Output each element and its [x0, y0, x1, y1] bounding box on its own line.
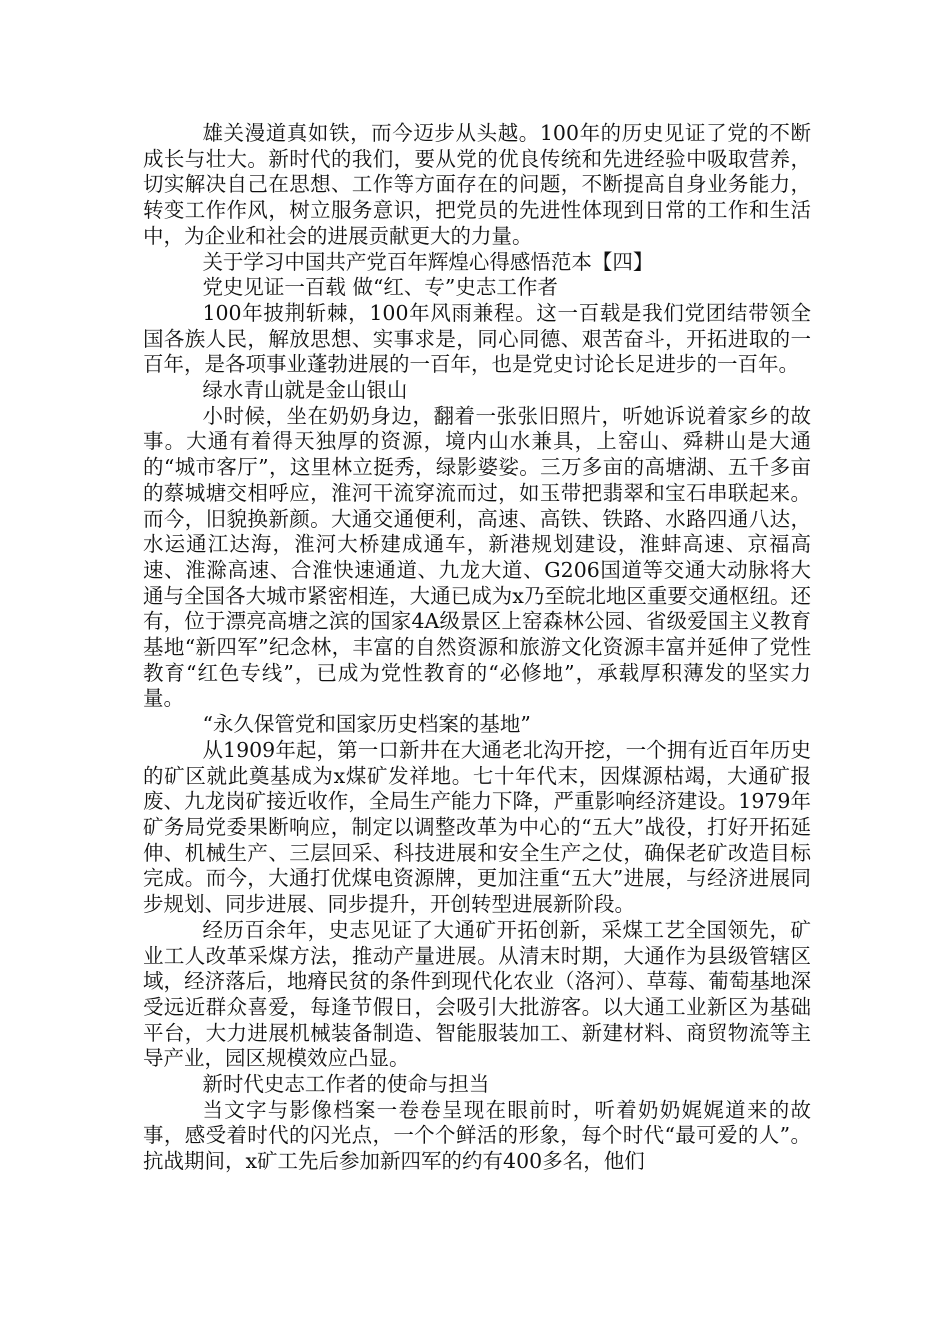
paragraph-1: 雄关漫道真如铁，而今迈步从头越。100年的历史见证了党的不断成长与壮大。新时代的我们，要从党的优良传统和先进经验中吸取营养，切实解决自己在思想、工作等方面存在的问题，不断提高自身业务能力，转变工作作风，树立服务意识，把党员的先进性体现到日常的工作和生活中，为企业和社会的进展贡献更大的力量。 — [143, 121, 811, 248]
paragraph-3: 小时候，坐在奶奶身边，翻着一张张旧照片，听她诉说着家乡的故事。大通有着得天独厚的资源，境内山水兼具，上窑山、舜耕山是大通的“城市客厅”，这里林立挺秀，绿影婆娑。三万多亩的高塘湖、五千多亩的蔡城塘交相呼应，淮河干流穿流而过，如玉带把翡翠和宝石串联起来。而今，旧貌换新颜。大通交通便利，高速、高铁、铁路、水路四通八达，水运通江达海，淮河大桥建成通车，新港规划建设，淮蚌高速、京福高速、淮滁高速、合淮快速通道、九龙大道、G206国道等交通大动脉将大通与全国各大城市紧密相连，大通已成为x乃至皖北地区重要交通枢纽。还有，位于漂亮高塘之滨的国家4A级景区上窑森林公园、省级爱国主义教育基地“新四军”纪念林，丰富的自然资源和旅游文化资源丰富并延伸了党性教育“红色专线”，已成为党性教育的“必修地”，承载厚积薄发的坚实力量。 — [143, 403, 811, 711]
paragraph-5: 经历百余年，史志见证了大通矿开拓创新，采煤工艺全国领先，矿业工人改革采煤方法，推动产量进展。从清末时期，大通作为县级管辖区域，经济落后，地瘠民贫的条件到现代化农业（洛河）、草莓、葡萄基地深受远近群众喜爱，每逢节假日，会吸引大批游客。以大通工业新区为基础平台，大力进展机械装备制造、智能服装加工、新建材料、商贸物流等主导产业，园区规模效应凸显。 — [143, 917, 811, 1071]
subheading-green-mountains: 绿水青山就是金山银山 — [202, 378, 408, 403]
subheading-archive-base: “永久保管党和国家历史档案的基地” — [202, 712, 531, 737]
paragraph-6: 当文字与影像档案一卷卷呈现在眼前时，听着奶奶娓娓道来的故事，感受着时代的闪光点，一个个鲜活的形象，每个时代“最可爱的人”。抗战期间，x矿工先后参加新四军的约有400多名，他们 — [143, 1097, 811, 1174]
paragraph-4: 从1909年起，第一口新井在大通老北沟开挖，一个拥有近百年历史的矿区就此奠基成为x煤矿发祥地。七十年代末，因煤源枯竭，大通矿报废、九龙岗矿接近收作，全局生产能力下降，严重影响经济建设。1979年矿务局党委果断响应，制定以调整改革为中心的“五大”战役，打好开拓延伸、机械生产、三层回采、科技进展和安全生产之仗，确保老矿改造目标完成。而今，大通打优煤电资源牌，更加注重“五大”进展，与经济进展同步规划、同步进展、同步提升，开创转型进展新阶段。 — [143, 737, 811, 917]
subheading-mission: 新时代史志工作者的使命与担当 — [202, 1072, 490, 1097]
article-title: 党史见证一百载 做“红、专”史志工作者 — [202, 275, 558, 300]
section-heading-4: 关于学习中国共产党百年辉煌心得感悟范本【四】 — [202, 249, 654, 274]
document-body — [143, 121, 811, 1175]
paragraph-2: 100年披荆斩棘，100年风雨兼程。这一百载是我们党团结带领全国各族人民，解放思想、实事求是，同心同德、艰苦奋斗，开拓进取的一百年，是各项事业蓬勃进展的一百年，也是党史讨论长足进步的一百年。 — [143, 300, 811, 377]
